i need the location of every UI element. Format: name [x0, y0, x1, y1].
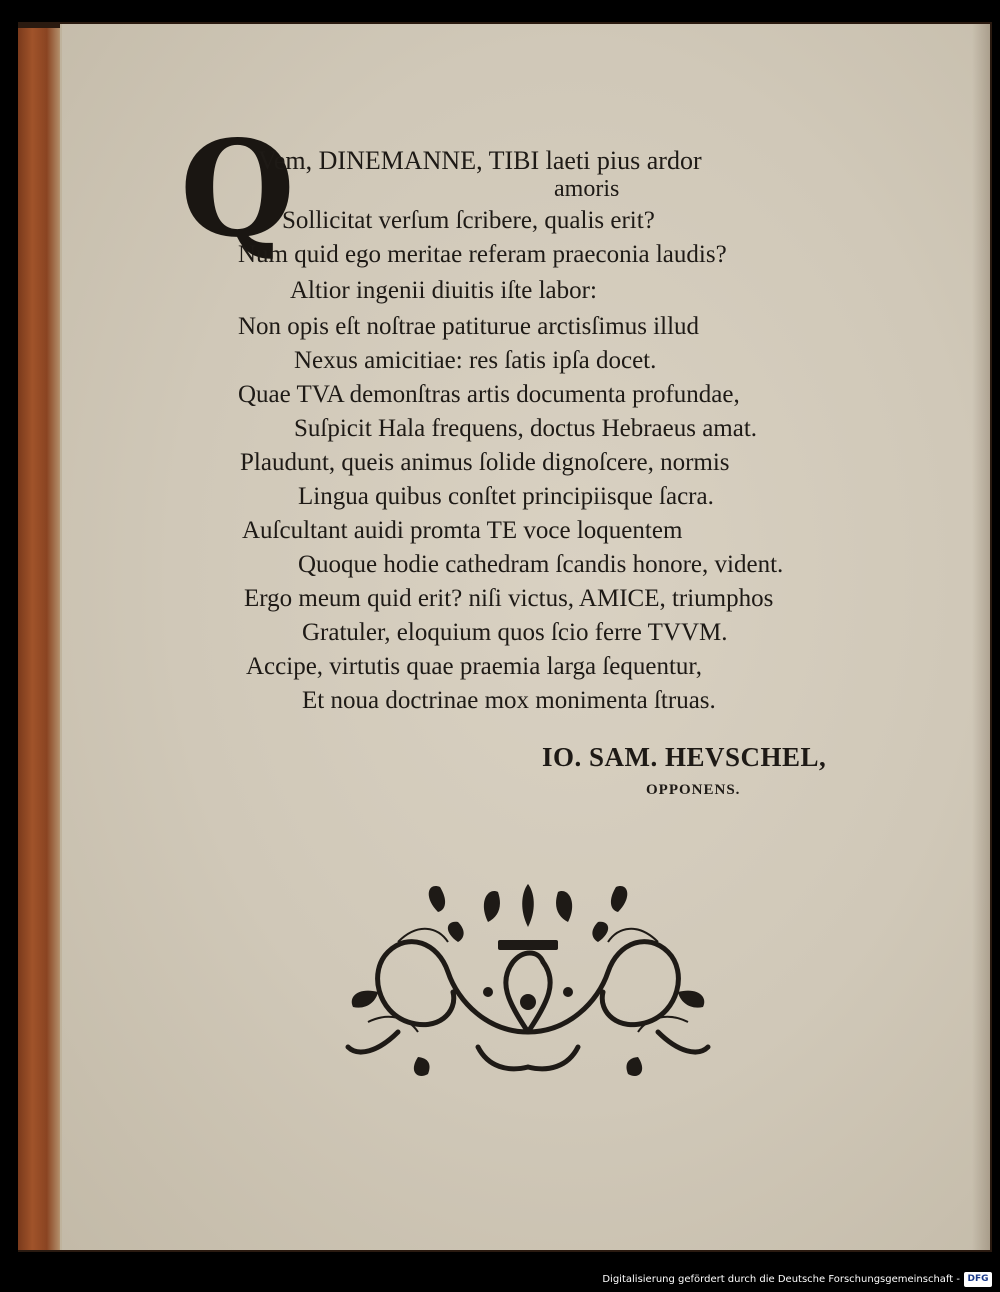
- poem-line: Lingua quibus conſtet principiisque ſacra.: [298, 483, 714, 510]
- poem-line: Nexus amicitiae: res ſatis ipſa docet.: [294, 347, 657, 374]
- author-role: OPPONENS.: [646, 782, 741, 798]
- dfg-logo-icon: DFG: [964, 1272, 992, 1287]
- poem-line: Num quid ego meritae referam praeconia laudis?: [238, 241, 727, 268]
- poem-line: Accipe, virtutis quae praemia larga ſequentur,: [246, 653, 702, 680]
- floral-ornament-icon: [338, 882, 718, 1082]
- poem-line: Quoque hodie cathedram ſcandis honore, vident.: [298, 551, 784, 578]
- author-signature: IO. SAM. HEVSCHEL,: [542, 742, 827, 772]
- scanned-page: [60, 24, 990, 1250]
- poem-line: Quae TVA demonſtras artis documenta profundae,: [238, 381, 740, 408]
- poem-line: Altior ingenii diuitis iſte labor:: [290, 277, 597, 304]
- poem-line: Gratuler, eloquium quos ſcio ferre TVVM.: [302, 619, 728, 646]
- page-edge: [18, 28, 66, 1250]
- funding-credit: Digitalisierung gefördert durch die Deutsche Forschungsgemeinschaft -: [602, 1274, 960, 1285]
- poem-first-line: Vem, DINEMANNE, TIBI laeti pius ardor: [258, 146, 702, 175]
- poem-line: Plaudunt, queis animus ſolide dignoſcere, normis: [240, 449, 730, 476]
- poem-line: Ergo meum quid erit? niſi victus, AMICE, triumphos: [244, 585, 774, 612]
- poem-line: Suſpicit Hala frequens, doctus Hebraeus amat.: [294, 415, 758, 442]
- poem-line: Auſcultant auidi promta TE voce loquentem: [242, 517, 683, 544]
- drop-cap: Q: [180, 112, 295, 267]
- poem-line: Non opis eſt noſtrae patiturue arctisſimus illud: [238, 313, 700, 340]
- poem-line: Et noua doctrinae mox monimenta ſtruas.: [302, 687, 716, 714]
- poem-line: Sollicitat verſum ſcribere, qualis erit?: [282, 207, 655, 234]
- poem-first-line-continuation: amoris: [554, 176, 620, 202]
